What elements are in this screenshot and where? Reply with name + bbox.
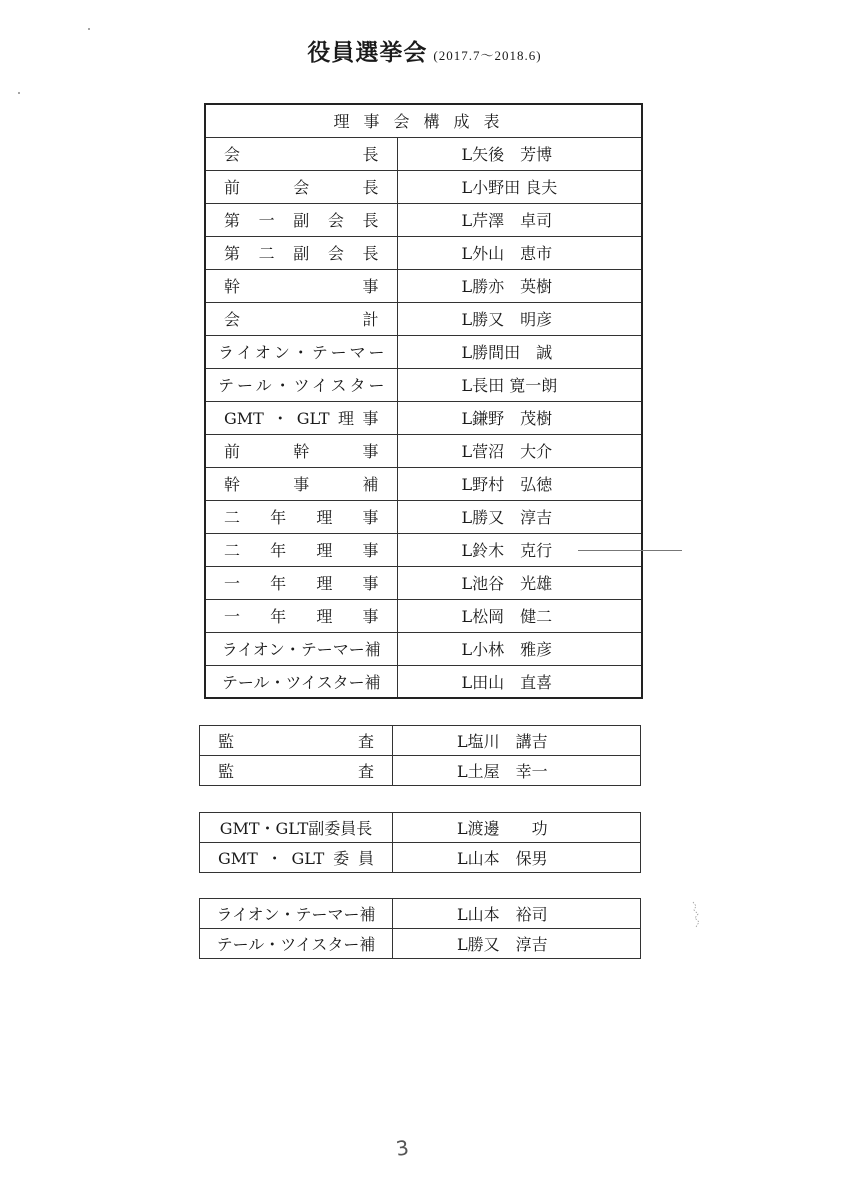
table-row bbox=[205, 434, 642, 467]
table-row bbox=[205, 467, 642, 500]
name-cell: L小野田 良夫 bbox=[397, 170, 642, 203]
board-composition-table bbox=[204, 103, 643, 699]
lion-tail-table bbox=[199, 898, 641, 959]
name-cell: L渡邊 功 bbox=[393, 813, 641, 843]
page-number: 3 bbox=[394, 1135, 411, 1161]
role-cell: 二年理事 bbox=[205, 500, 397, 533]
gmt-committee-table bbox=[199, 812, 641, 873]
name-cell: L勝亦 英樹 bbox=[397, 269, 642, 302]
table-row bbox=[205, 665, 642, 698]
table-row bbox=[200, 843, 641, 873]
role-cell: テール・ツイスター bbox=[205, 368, 397, 401]
table-row bbox=[205, 236, 642, 269]
name-cell: L長田 寛一朗 bbox=[397, 368, 642, 401]
table-row bbox=[205, 500, 642, 533]
role-cell: ライオン・テーマー補 bbox=[200, 899, 393, 929]
role-cell: 二年理事 bbox=[205, 533, 397, 566]
name-cell: L勝又 明彦 bbox=[397, 302, 642, 335]
title-period: (2017.7～2018.6) bbox=[433, 48, 542, 63]
auditors-table bbox=[199, 725, 641, 786]
name-cell: L菅沼 大介 bbox=[397, 434, 642, 467]
role-cell: 前会長 bbox=[205, 170, 397, 203]
role-cell: 幹事補 bbox=[205, 467, 397, 500]
role-cell: 一年理事 bbox=[205, 566, 397, 599]
table-row bbox=[205, 533, 642, 566]
table-header-row bbox=[205, 104, 642, 137]
name-cell: L勝又 淳吉 bbox=[393, 929, 641, 959]
name-cell: L外山 恵市 bbox=[397, 236, 642, 269]
table-row bbox=[200, 899, 641, 929]
table-row bbox=[205, 170, 642, 203]
name-cell: L勝又 淳吉 bbox=[397, 500, 642, 533]
table-row bbox=[205, 368, 642, 401]
name-cell: L勝間田 誠 bbox=[397, 335, 642, 368]
table-row bbox=[205, 269, 642, 302]
scan-smudge bbox=[690, 900, 704, 930]
table-row bbox=[205, 137, 642, 170]
name-cell: L池谷 光雄 bbox=[397, 566, 642, 599]
document-title bbox=[0, 34, 849, 67]
role-cell: テール・ツイスター補 bbox=[205, 665, 397, 698]
title-main: 役員選挙会 bbox=[307, 39, 428, 66]
role-cell: 幹事 bbox=[205, 269, 397, 302]
table-row bbox=[205, 203, 642, 236]
role-cell: 第二副会長 bbox=[205, 236, 397, 269]
table-row bbox=[205, 401, 642, 434]
role-cell: GMT・GLT副委員長 bbox=[200, 813, 393, 843]
table-row bbox=[200, 756, 641, 786]
role-cell: GMT・GLT理事 bbox=[205, 401, 397, 434]
name-cell: L田山 直喜 bbox=[397, 665, 642, 698]
name-cell: L矢後 芳博 bbox=[397, 137, 642, 170]
role-cell: 前幹事 bbox=[205, 434, 397, 467]
role-cell: 会長 bbox=[205, 137, 397, 170]
name-cell: L鈴木 克行 bbox=[397, 533, 642, 566]
role-cell: ライオン・テーマー補 bbox=[205, 632, 397, 665]
table-row bbox=[205, 566, 642, 599]
scan-stray-line bbox=[578, 550, 682, 551]
name-cell: L野村 弘徳 bbox=[397, 467, 642, 500]
role-cell: 第一副会長 bbox=[205, 203, 397, 236]
table-row bbox=[205, 302, 642, 335]
role-cell: GMT・GLT委員 bbox=[200, 843, 393, 873]
name-cell: L小林 雅彦 bbox=[397, 632, 642, 665]
table-row bbox=[205, 632, 642, 665]
table-row bbox=[200, 726, 641, 756]
role-cell: 会計 bbox=[205, 302, 397, 335]
table-row bbox=[205, 335, 642, 368]
scan-speck bbox=[88, 28, 90, 30]
name-cell: L松岡 健二 bbox=[397, 599, 642, 632]
name-cell: L土屋 幸一 bbox=[393, 756, 641, 786]
role-cell: ライオン・テーマー bbox=[205, 335, 397, 368]
name-cell: L山本 裕司 bbox=[393, 899, 641, 929]
name-cell: L鎌野 茂樹 bbox=[397, 401, 642, 434]
role-cell: テール・ツイスター補 bbox=[200, 929, 393, 959]
role-cell: 一年理事 bbox=[205, 599, 397, 632]
role-cell: 監査 bbox=[200, 726, 393, 756]
scan-speck bbox=[18, 92, 20, 94]
table-row bbox=[200, 813, 641, 843]
table-row bbox=[200, 929, 641, 959]
role-cell: 監査 bbox=[200, 756, 393, 786]
board-table-header: 理事会構成表 bbox=[205, 104, 642, 137]
name-cell: L芹澤 卓司 bbox=[397, 203, 642, 236]
table-row bbox=[205, 599, 642, 632]
name-cell: L塩川 講吉 bbox=[393, 726, 641, 756]
name-cell: L山本 保男 bbox=[393, 843, 641, 873]
